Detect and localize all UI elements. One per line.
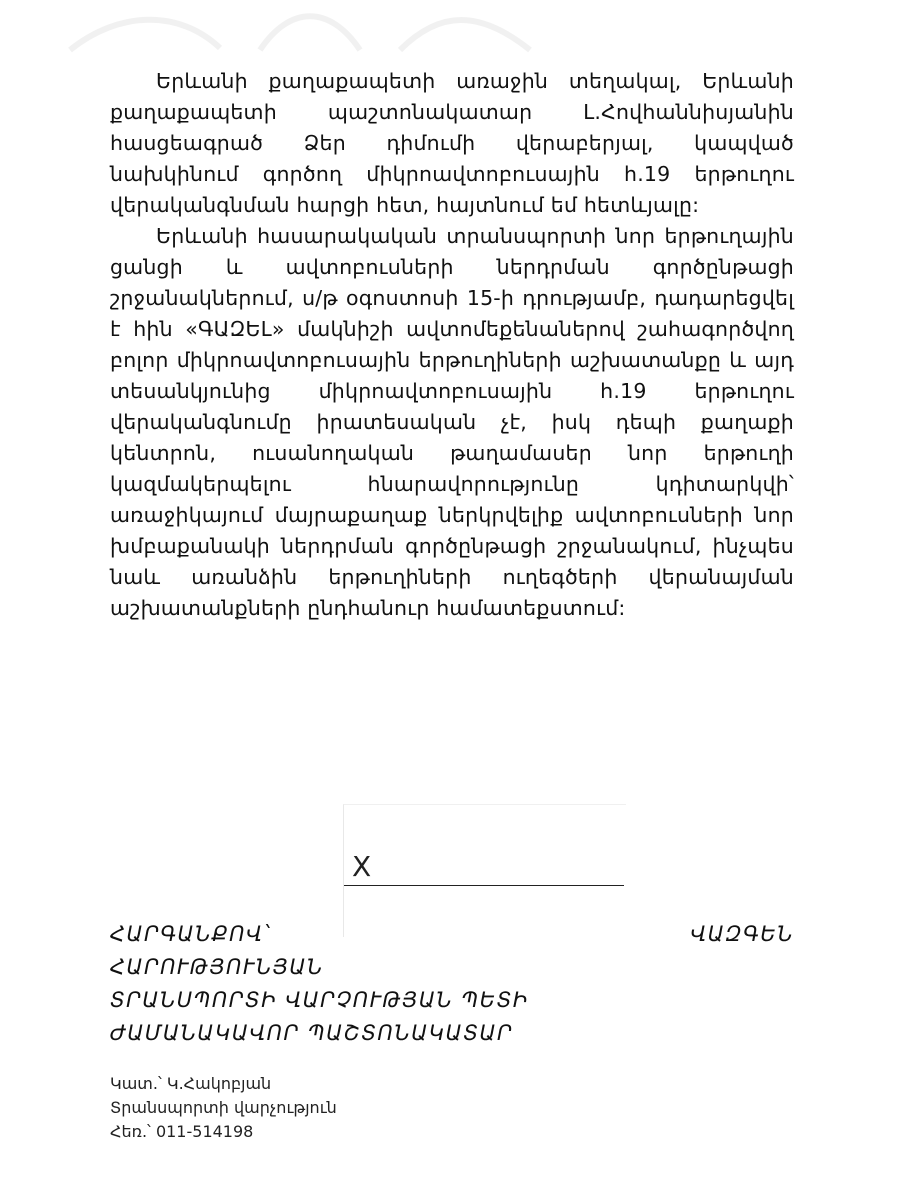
signatory-title-line2: ԺԱՄԱՆԱԿԱՎՈՐ ՊԱՇՏՈՆԱԿԱՏԱՐ <box>110 1021 514 1045</box>
signature-x-mark: X <box>352 850 372 883</box>
executor-name: Կատ.՝ Կ.Հակոբյան <box>110 1074 272 1093</box>
signatory-last-name: ՀԱՐՈՒԹՅՈՒՆՅԱՆ <box>110 955 324 979</box>
closing-phrase: ՀԱՐԳԱՆՔՈՎ՝ <box>110 922 270 946</box>
signatory-first-name: ՎԱԶԳԵՆ <box>690 922 794 946</box>
letterhead-watermark <box>60 0 580 60</box>
signatory <box>110 918 794 1050</box>
signature-line <box>344 885 624 886</box>
signatory-title-line1: ՏՐԱՆՍՊՈՐՏԻ ՎԱՐՉՈՒԹՅԱՆ ՊԵՏԻ <box>110 988 529 1012</box>
contact-info <box>110 1072 337 1144</box>
paragraph-intro: Երևանի քաղաքապետի առաջին տեղակալ, Երևանի քաղաքապետի պաշտոնակատար Լ.Հովհաննիսյանին հասցեագրած Ձեր դիմումի վերաբերյալ, կապված նախկինում գործող միկրոավտոբուսային հ.19 երթուղու վերականգնման հարցի հետ, հայտնում եմ հետևյալը: <box>110 69 794 217</box>
letter-body <box>110 66 794 624</box>
department-name: Տրանսպորտի վարչություն <box>110 1098 337 1117</box>
paragraph-main: Երևանի հասարակական տրանսպորտի նոր երթուղային ցանցի և ավտոբուսների ներդրման գործընթացի շրջանակներում, ս/թ օգոստոսի 15-ի դրությամբ, դադարեցվել է հին «ԳԱԶԵԼ» մակնիշի ավտոմեքենաներով շահագործվող բոլոր միկրոավտոբուսային երթուղիների աշխատանքը և այդ տեսանկյունից միկրոավտոբուսային հ.19 երթուղու վերականգնումը իրատեսական չէ, իսկ դեպի քաղաքի կենտրոն, ուսանողական թաղամասեր նոր երթուղի կազմակերպելու հնարավորությունը կդիտարկվի՝ առաջիկայում մայրաքաղաք ներկրվելիք ավտոբուսների նոր խմբաքանակի ներդրման գործընթացի շրջանակում, ինչպես նաև առանձին երթուղիների ուղեգծերի վերանայման աշխատանքների ընդհանուր համատեքստում: <box>110 224 794 620</box>
phone-number: Հեռ.՝ 011-514198 <box>110 1122 254 1141</box>
